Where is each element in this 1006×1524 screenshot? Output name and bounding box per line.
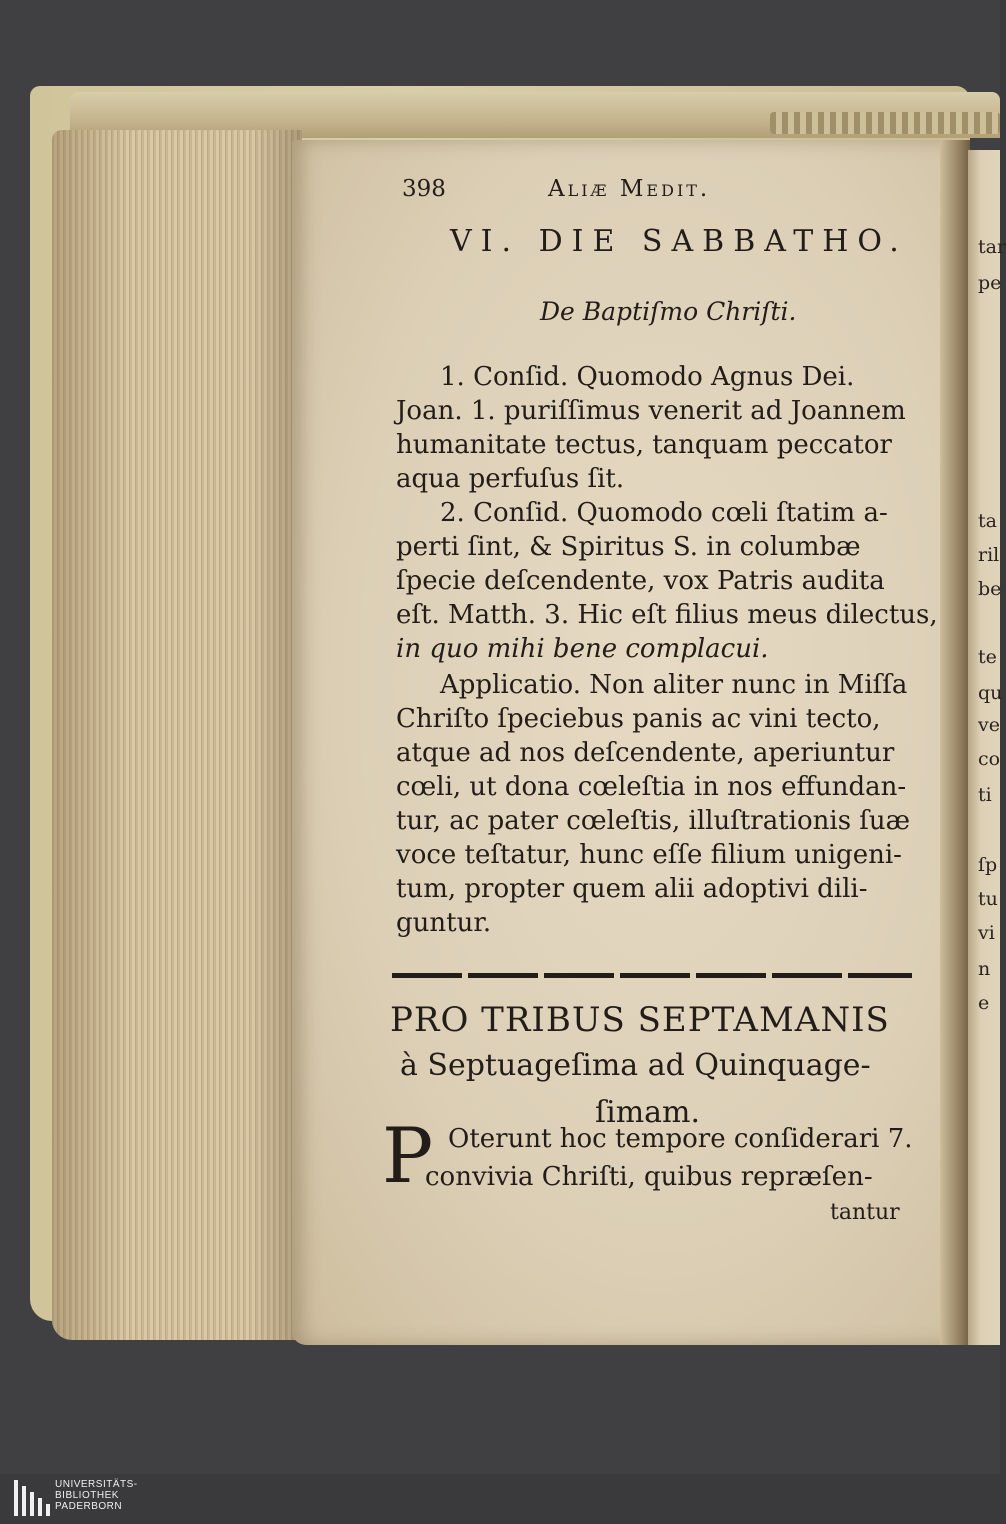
- section-heading: De Baptiſmo Chriſti.: [540, 297, 797, 326]
- text-line: in quo mihi bene complacui.: [396, 634, 769, 664]
- page-number: 398: [402, 176, 446, 202]
- text-line: humanitate tectus, tanquam peccator: [396, 430, 892, 460]
- text-line: eſt. Matth. 3. Hic eſt filius meus dilectus,: [396, 600, 938, 630]
- library-name: [55, 1479, 138, 1512]
- facing-fragment: qu: [978, 682, 1003, 704]
- text-line: ſpecie deſcendente, vox Patris audita: [396, 566, 885, 596]
- facing-fragment: co: [978, 748, 1001, 770]
- text-line: guntur.: [396, 908, 492, 938]
- facing-fragment: ta: [978, 510, 997, 532]
- day-heading: VI. DIE SABBATHO.: [450, 224, 908, 259]
- text-line: convivia Chriſti, quibus repræſen-: [425, 1162, 873, 1192]
- facing-fragment: ve: [978, 714, 1000, 736]
- chapter-subheading: à Septuageſima ad Quinquage-: [400, 1048, 871, 1083]
- footer-bar: [0, 1474, 1000, 1524]
- text-line: atque ad nos deſcendente, aperiuntur: [396, 738, 895, 768]
- facing-fragment: be: [978, 578, 1002, 600]
- catchword: tantur: [830, 1200, 900, 1225]
- text-line: Applicatio. Non aliter nunc in Miſſa: [440, 670, 908, 700]
- facing-fragment: ſp: [978, 854, 998, 876]
- chapter-subheading: ſimam.: [595, 1095, 701, 1130]
- text-line: perti ſint, & Spiritus S. in columbæ: [396, 532, 861, 562]
- facing-fragment: pe: [978, 272, 1002, 294]
- text-line: tur, ac pater cœleſtis, illuſtrationis ſuæ: [396, 806, 911, 836]
- facing-fragment: ril: [978, 544, 1000, 566]
- chapter-heading: PRO TRIBUS SEPTAMANIS: [390, 1000, 890, 1040]
- facing-fragment: tar: [978, 236, 1006, 258]
- section-divider: [392, 973, 912, 978]
- text-line: Chriſto ſpeciebus panis ac vini tecto,: [396, 704, 881, 734]
- facing-fragment: e: [978, 992, 990, 1014]
- running-title: Aliæ Medit.: [548, 176, 711, 202]
- facing-fragment: tu: [978, 888, 998, 910]
- text-line: Joan. 1. puriſſimus venerit ad Joannem: [396, 396, 906, 426]
- text-line: cœli, ut dona cœleſtia in nos effundan-: [396, 772, 907, 802]
- page-stack-shade: [52, 130, 302, 1340]
- facing-fragment: vi: [978, 922, 995, 944]
- text-line: aqua perfuſus ſit.: [396, 464, 625, 494]
- text-line: Oterunt hoc tempore conſiderari 7.: [448, 1124, 913, 1154]
- facing-fragment: n: [978, 958, 991, 980]
- text-line: voce teſtatur, hunc eſſe filium unigeni-: [396, 840, 902, 870]
- book-gutter: [940, 140, 970, 1345]
- text-line: 2. Conſid. Quomodo cœli ſtatim a-: [440, 498, 888, 528]
- drop-cap: P: [382, 1111, 434, 1200]
- facing-fragment: te: [978, 646, 997, 668]
- library-name-line: PADERBORN: [55, 1501, 123, 1512]
- library-logo-icon: [14, 1480, 50, 1516]
- book-headband: [770, 112, 1000, 134]
- text-line: 1. Conſid. Quomodo Agnus Dei.: [440, 362, 855, 392]
- library-name-line: BIBLIOTHEK: [55, 1490, 119, 1501]
- text-line: tum, propter quem alii adoptivi dili-: [396, 874, 868, 904]
- facing-fragment: ti: [978, 784, 992, 806]
- library-name-line: UNIVERSITÄTS-: [55, 1479, 138, 1490]
